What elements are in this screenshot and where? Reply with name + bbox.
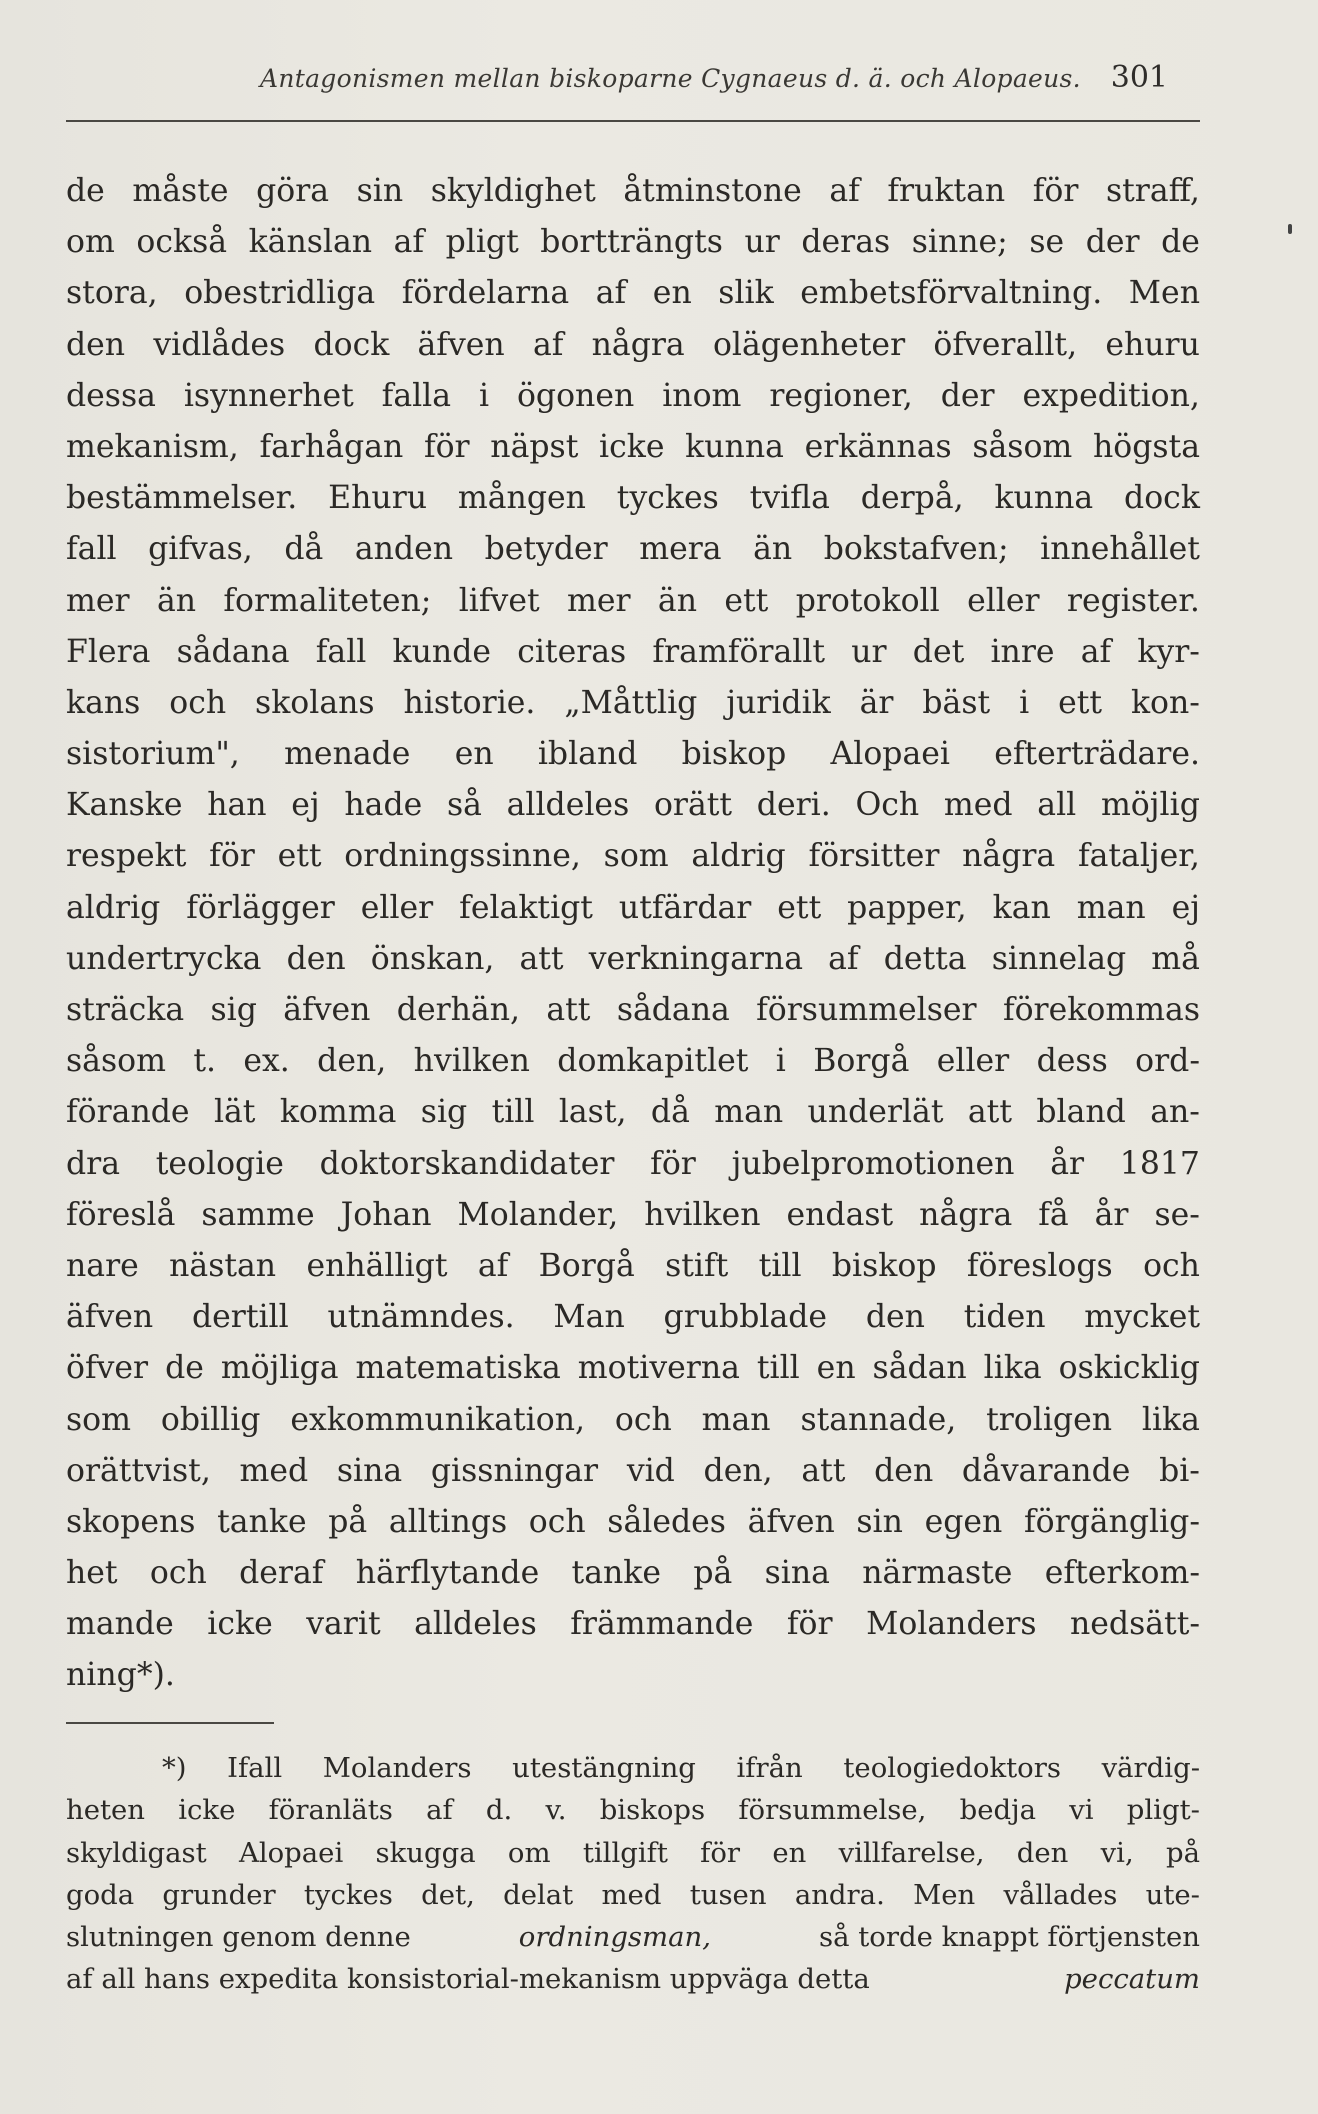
text-line: dessa isynnerhet falla i ögonen inom regioner, der expedition, [66,377,1200,414]
text-line: Kanske han ej hade så alldeles orätt deri. Och med all möjlig [66,787,1200,824]
footnote-line: skyldigast Alopaei skugga om tillgift för en villfarelse, den vi, på [66,1836,1200,1869]
text-line: äfven dertill utnämndes. Man grubblade den tiden mycket [66,1299,1200,1336]
running-head: Antagonismen mellan biskoparne Cygnaeus d. ä. och Alopaeus. [260,64,1081,93]
footnote-line [66,1916,1200,1958]
text-line: sträcka sig äfven derhän, att sådana försummelser förekommas [66,992,1200,1028]
text-line: fall gifvas, då anden betyder mera än bokstafven; innehållet [66,531,1200,568]
footnote-line: goda grunder tyckes det, delat med tusen andra. Men vållades ute- [66,1878,1200,1911]
text-line: Flera sådana fall kunde citeras framförallt ur det inre af kyr- [66,633,1200,670]
text-line: nare nästan enhälligt af Borgå stift till biskop föreslogs och [66,1247,1200,1284]
body-paragraph [66,166,1200,1702]
text-line: de måste göra sin skyldighet åtminstone af fruktan för straff, [66,173,1200,209]
text-line: mekanism, farhågan för näpst icke kunna erkännas såsom högsta [66,428,1200,465]
text-line: mande icke varit alldeles främmande för Molanders nedsätt- [66,1606,1200,1643]
text-line: såsom t. ex. den, hvilken domkapitlet i Borgå eller dess ord- [66,1043,1200,1080]
footnote-text: så torde knappt förtjensten [819,1921,1200,1954]
header-rule [66,120,1200,122]
text-line: sistorium", menade en ibland biskop Alopaei efterträdare. [66,736,1200,773]
text-line: förande lät komma sig till last, då man underlät att bland an- [66,1094,1200,1131]
text-line: som obillig exkommunikation, och man stannade, troligen lika [66,1401,1200,1438]
footnote-line [66,1958,1200,2000]
page-number: 301 [1110,60,1168,95]
text-line: föreslå samme Johan Molander, hvilken endast några få år se- [66,1196,1200,1233]
footnote-emphasis: ordningsman, [518,1921,711,1954]
text-line: dra teologie doktorskandidater för jubelpromotionen år 1817 [66,1145,1200,1182]
text-line: skopens tanke på alltings och således äfven sin egen förgänglig- [66,1503,1200,1540]
text-line: orättvist, med sina gissningar vid den, att den dåvarande bi- [66,1452,1200,1489]
footnote [66,1747,1200,2001]
text-line: aldrig förlägger eller felaktigt utfärdar ett papper, kan man ej [66,889,1200,926]
text-line: kans och skolans historie. „Måttlig juridik är bäst i ett kon- [66,684,1200,721]
text-line: undertrycka den önskan, att verkningarna af detta sinnelag må [66,940,1200,977]
text-line: öfver de möjliga matematiska motiverna till en sådan lika oskicklig [66,1350,1200,1387]
text-line: mer än formaliteten; lifvet mer än ett protokoll eller register. [66,582,1200,619]
margin-speck [1288,224,1292,234]
footnote-line: heten icke föranläts af d. v. biskops försummelse, bedja vi pligt- [66,1794,1200,1827]
footnote-rule [66,1722,274,1724]
footnote-emphasis: peccatum [1064,1963,1200,1996]
footnote-line: *) Ifall Molanders utestängning ifrån teologiedoktors värdig- [162,1752,1200,1784]
text-line: den vidlådes dock äfven af några olägenheter öfverallt, ehuru [66,326,1200,363]
text-line: het och deraf härflytande tanke på sina närmaste efterkom- [66,1555,1200,1592]
text-line: bestämmelser. Ehuru mången tyckes tvifla derpå, kunna dock [66,480,1200,517]
text-line: respekt för ett ordningssinne, som aldrig försitter några fataljer, [66,838,1200,875]
text-line: ning*). [66,1657,175,1694]
footnote-text: af all hans expedita konsistorial-mekanism uppväga detta [66,1963,870,1996]
text-line: om också känslan af pligt bortträngts ur deras sinne; se der de [66,224,1200,261]
text-line: stora, obestridliga fördelarna af en slik embetsförvaltning. Men [66,275,1200,312]
page-header [66,58,1200,98]
footnote-text: slutningen genom denne [66,1921,411,1954]
